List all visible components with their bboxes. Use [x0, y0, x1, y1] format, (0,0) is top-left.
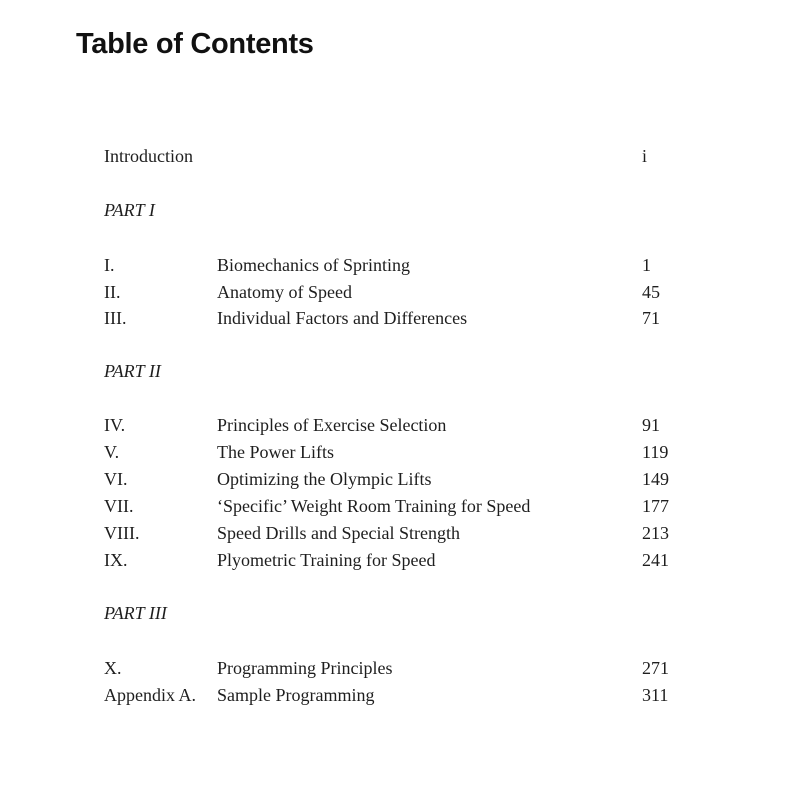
part-heading: PART III	[104, 603, 167, 623]
toc-entry[interactable]	[0, 280, 800, 304]
part-heading: PART II	[104, 361, 161, 381]
chapter-title: Sample Programming	[217, 685, 375, 705]
chapter-page-number: 1	[642, 255, 651, 275]
chapter-title: Plyometric Training for Speed	[217, 550, 436, 570]
chapter-number: I.	[104, 255, 115, 275]
chapter-number: X.	[104, 658, 122, 678]
chapter-number: VII.	[104, 496, 134, 516]
toc-entry[interactable]	[0, 440, 800, 464]
chapter-page-number: 241	[642, 550, 669, 570]
chapter-page-number: 45	[642, 282, 660, 302]
chapter-number: II.	[104, 282, 121, 302]
chapter-title: Optimizing the Olympic Lifts	[217, 469, 432, 489]
chapter-number: VI.	[104, 469, 128, 489]
entry-title: Introduction	[104, 146, 193, 166]
toc-entry[interactable]	[0, 494, 800, 518]
page-title: Table of Contents	[76, 28, 314, 60]
chapter-title: Individual Factors and Differences	[217, 308, 468, 328]
chapter-number: Appendix A.	[104, 685, 196, 705]
chapter-page-number: 311	[642, 685, 669, 705]
chapter-page-number: 119	[642, 442, 669, 462]
chapter-title: The Power Lifts	[217, 442, 334, 462]
chapter-number: VIII.	[104, 523, 140, 543]
chapter-title: Principles of Exercise Selection	[217, 415, 447, 435]
chapter-page-number: 213	[642, 523, 669, 543]
chapter-number: III.	[104, 308, 127, 328]
chapter-number: V.	[104, 442, 120, 462]
chapter-page-number: 177	[642, 496, 669, 516]
toc-entry[interactable]	[0, 683, 800, 707]
chapter-page-number: 271	[642, 658, 669, 678]
toc-entry[interactable]	[0, 548, 800, 572]
chapter-number: IV.	[104, 415, 126, 435]
toc-entry[interactable]	[0, 253, 800, 277]
part-heading: PART I	[104, 200, 155, 220]
chapter-page-number: 71	[642, 308, 660, 328]
chapter-number: IX.	[104, 550, 128, 570]
toc-entry[interactable]	[0, 467, 800, 491]
chapter-page-number: 149	[642, 469, 669, 489]
chapter-title: ‘Specific’ Weight Room Training for Speed	[217, 496, 531, 516]
chapter-title: Biomechanics of Sprinting	[217, 255, 410, 275]
chapter-title: Speed Drills and Special Strength	[217, 523, 460, 543]
entry-page-number: i	[642, 146, 648, 166]
chapter-title: Anatomy of Speed	[217, 282, 352, 302]
toc-entry[interactable]	[0, 656, 800, 680]
chapter-page-number: 91	[642, 415, 660, 435]
toc-entry[interactable]	[0, 521, 800, 545]
chapter-title: Programming Principles	[217, 658, 393, 678]
toc-entry[interactable]	[0, 413, 800, 437]
toc-entry-introduction[interactable]	[0, 144, 800, 168]
toc-entry[interactable]	[0, 306, 800, 330]
